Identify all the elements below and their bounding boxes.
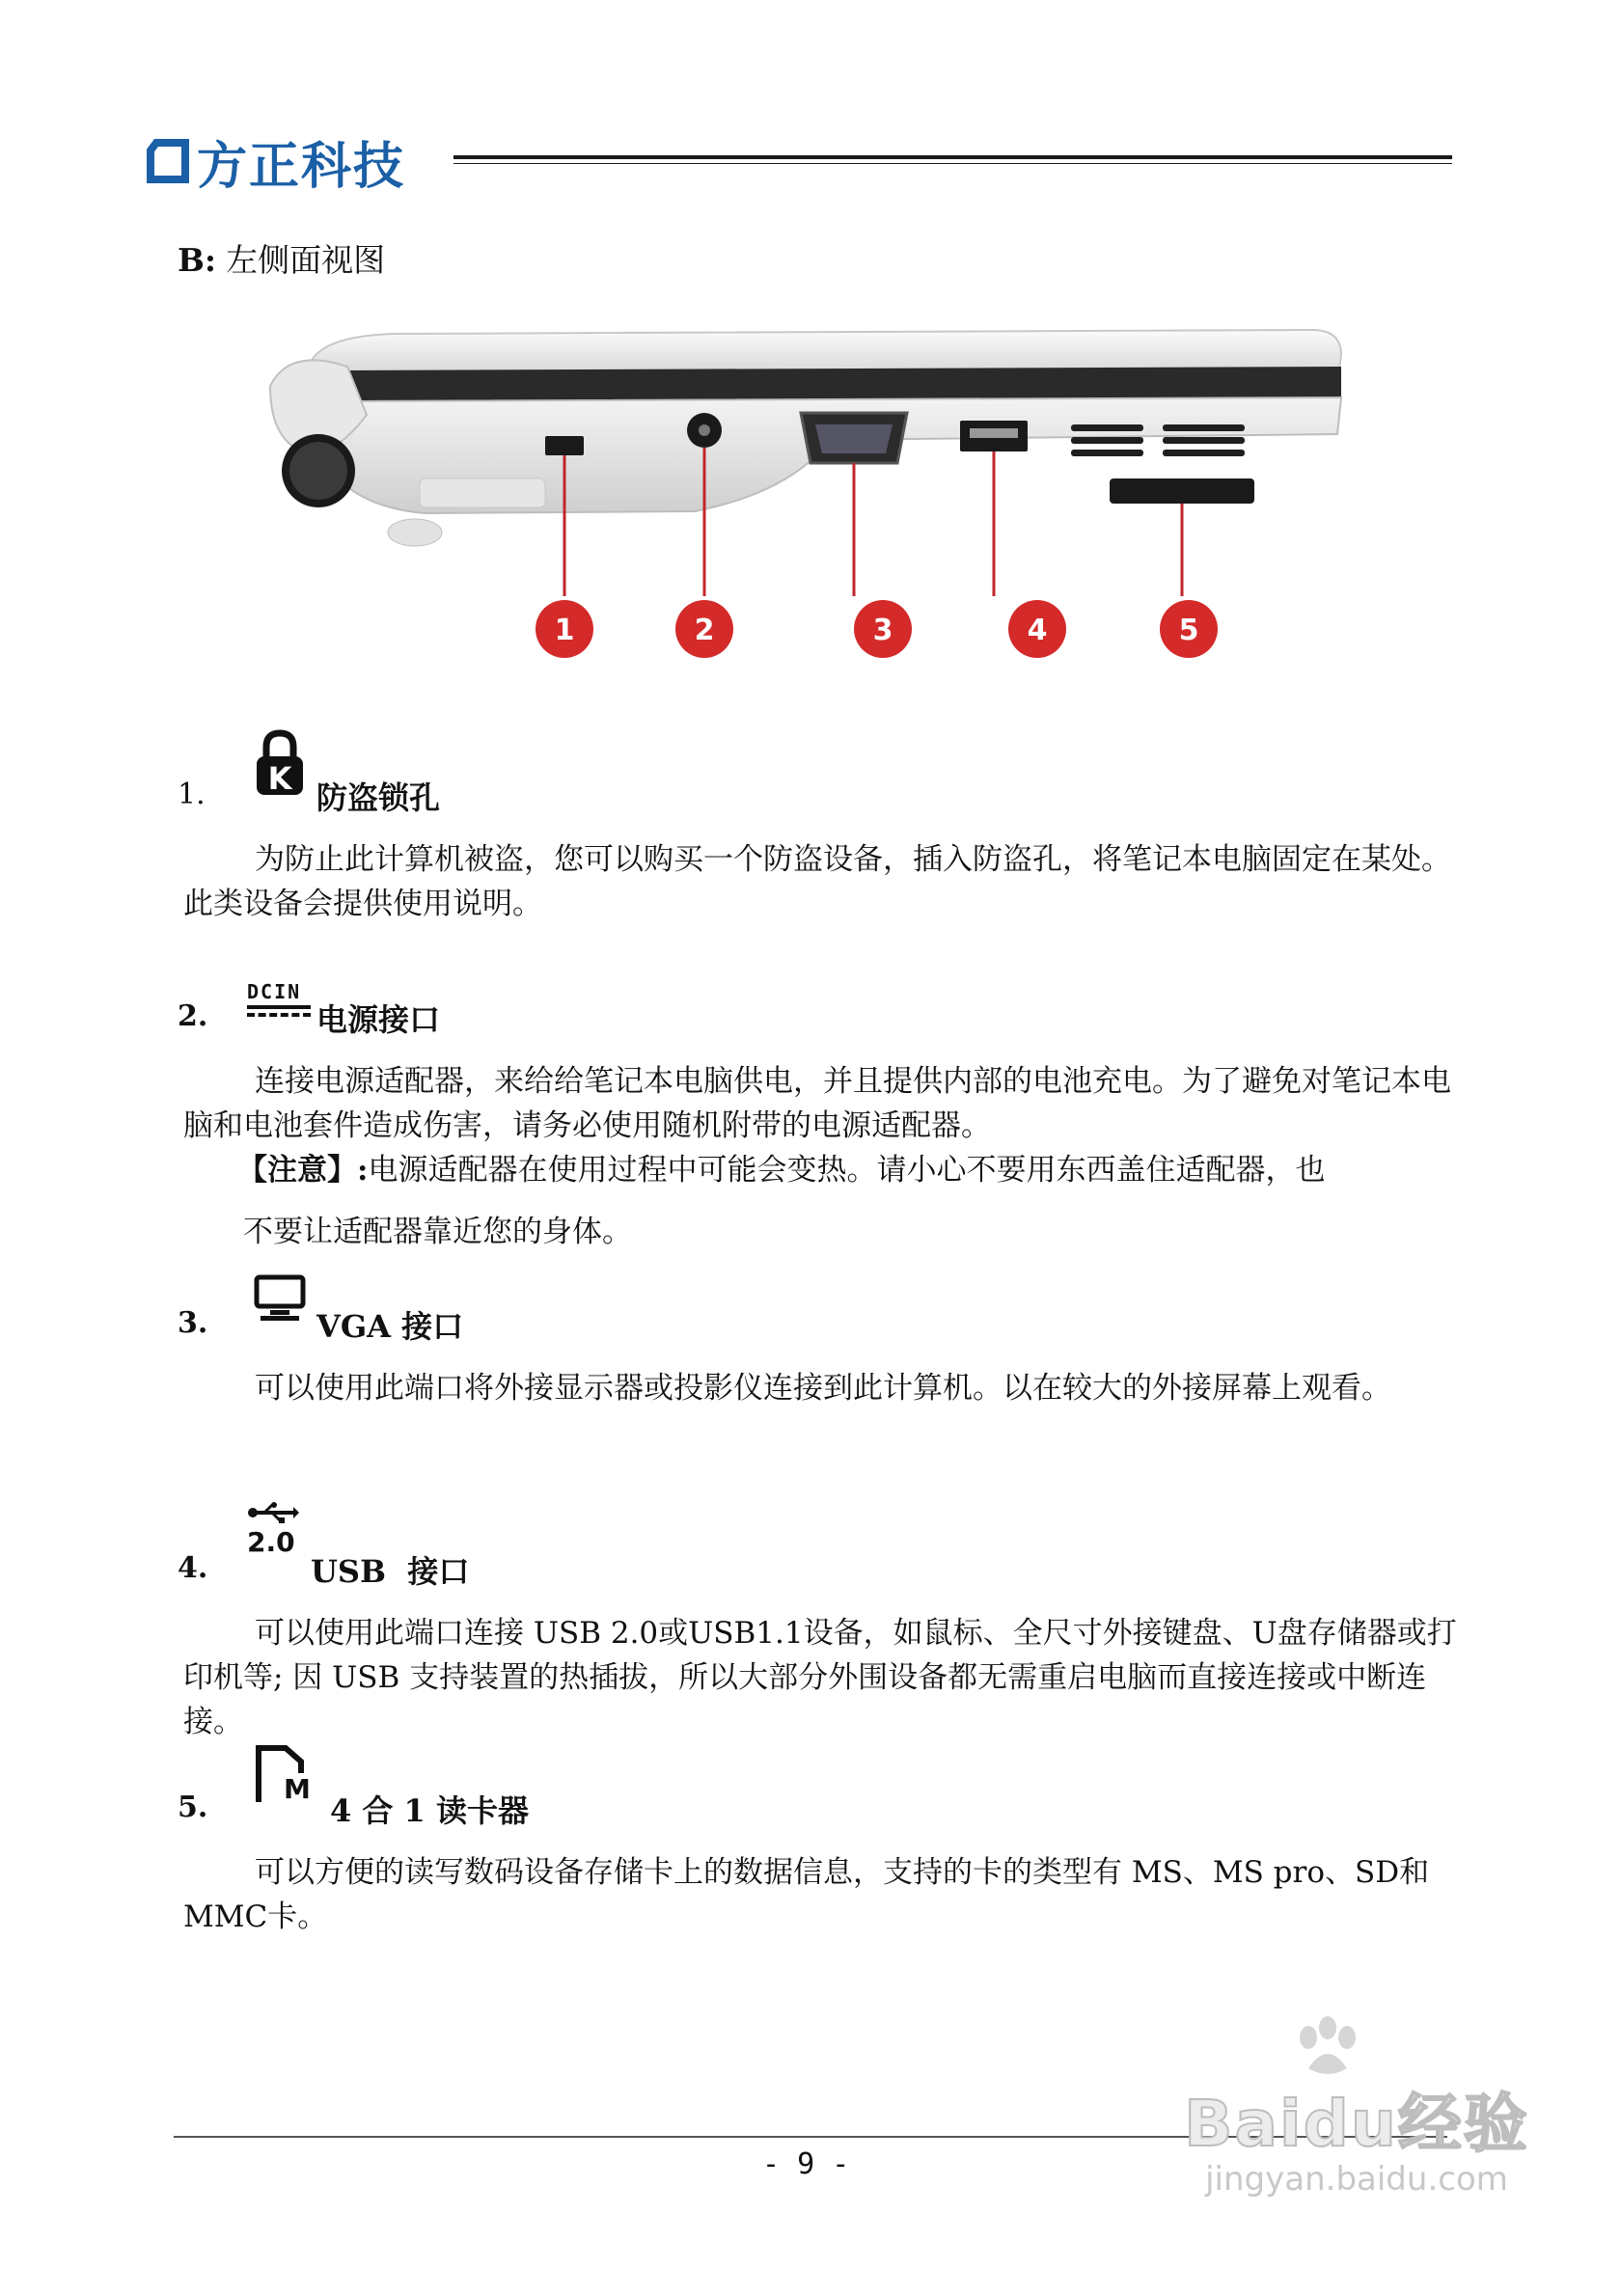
section-prefix: B:: [178, 241, 217, 279]
item-3-number: 3.: [178, 1306, 208, 1340]
item-2-title: 电源接口: [316, 1001, 441, 1038]
svg-text:5: 5: [1178, 614, 1199, 647]
dc-in-label: DCIN: [247, 980, 302, 1003]
laptop-left-side-photo: [251, 309, 1351, 675]
callout-5: [1160, 600, 1218, 658]
item-5-text: [183, 1850, 1457, 1939]
item-4-title: USB 接口: [311, 1553, 470, 1590]
callout-2: [675, 600, 733, 658]
callout-3: [854, 600, 912, 658]
watermark-brand: Baidu经验: [1184, 2087, 1529, 2161]
svg-text:3: 3: [872, 614, 893, 647]
item-2-note: [237, 1148, 1463, 1192]
item-4-text: [183, 1611, 1457, 1744]
card-letter: M: [284, 1773, 311, 1805]
item-1-title: 防盗锁孔: [316, 779, 441, 816]
item-3-title: VGA 接口: [316, 1308, 464, 1345]
page-number: - 9 -: [762, 2147, 850, 2181]
item-5-title: 4 合 1 读卡器: [330, 1792, 529, 1829]
item-3-text-content: 可以使用此端口将外接显示器或投影仪连接到此计算机。以在较大的外接屏幕上观看。: [255, 1371, 1391, 1406]
svg-text:4: 4: [1027, 614, 1048, 647]
usb-symbol: [247, 1501, 299, 1524]
item-1-text-content: 为防止此计算机被盗，您可以购买一个防盗设备，插入防盗孔，将笔记本电脑固定在某处。此类设备会提供使用说明。: [183, 842, 1451, 921]
kensington-lock-icon: [253, 729, 307, 799]
note-label: 【注意】:: [237, 1153, 369, 1188]
item-5-number: 5.: [178, 1790, 208, 1824]
svg-text:K: K: [267, 760, 292, 797]
callout-4: [1008, 600, 1066, 658]
item-3-text: [183, 1366, 1457, 1410]
item-4-number: 4.: [178, 1551, 208, 1585]
svg-text:2: 2: [694, 614, 715, 647]
baidu-watermark: [1154, 2072, 1559, 2199]
brand-logo: [147, 127, 405, 195]
paw-icon: [1289, 2014, 1366, 2082]
callout-1: [536, 600, 593, 658]
item-1-number: 1.: [178, 778, 206, 811]
section-title: 左侧面视图: [226, 241, 386, 279]
monitor-icon: [253, 1273, 307, 1324]
memory-card-icon: [253, 1744, 316, 1806]
item-5-text-content: 可以方便的读写数码设备存储卡上的数据信息，支持的卡的类型有 MS、MS pro、SD和MMC卡。: [183, 1855, 1430, 1934]
lock-slot: [545, 436, 584, 455]
note-line-1: 电源适配器在使用过程中可能会变热。请小心不要用东西盖住适配器，也: [368, 1153, 1326, 1188]
section-heading: [178, 235, 385, 281]
watermark-url: jingyan.baidu.com: [1205, 2160, 1508, 2199]
usb-icon: [247, 1501, 305, 1557]
item-4-text-content: 可以使用此端口连接 USB 2.0或USB1.1设备，如鼠标、全尺寸外接键盘、U盘存储器或打印机等; 因 USB 支持装置的热插拔，所以大部分外围设备都无需重启电脑而直接连接或中断连接。: [183, 1616, 1457, 1739]
usb-version-label: 2.0: [247, 1526, 295, 1558]
header-rule-thin: [453, 163, 1452, 164]
item-2-text-content: 连接电源适配器，来给给笔记本电脑供电，并且提供内部的电池充电。为了避免对笔记本电脑和电池套件造成伤害，请务必使用随机附带的电源适配器。: [183, 1064, 1451, 1143]
brand-name: 方正科技: [197, 137, 406, 196]
logo-mark-icon: [147, 139, 189, 183]
item-2-text: [183, 1059, 1457, 1148]
header-rule: [453, 155, 1452, 159]
dc-in-icon: [247, 982, 315, 1017]
item-2-note-line-2: 不要让适配器靠近您的身体。: [243, 1215, 632, 1249]
item-2-number: 2.: [178, 999, 208, 1033]
item-1-text: [183, 837, 1457, 926]
svg-text:1: 1: [554, 614, 575, 647]
